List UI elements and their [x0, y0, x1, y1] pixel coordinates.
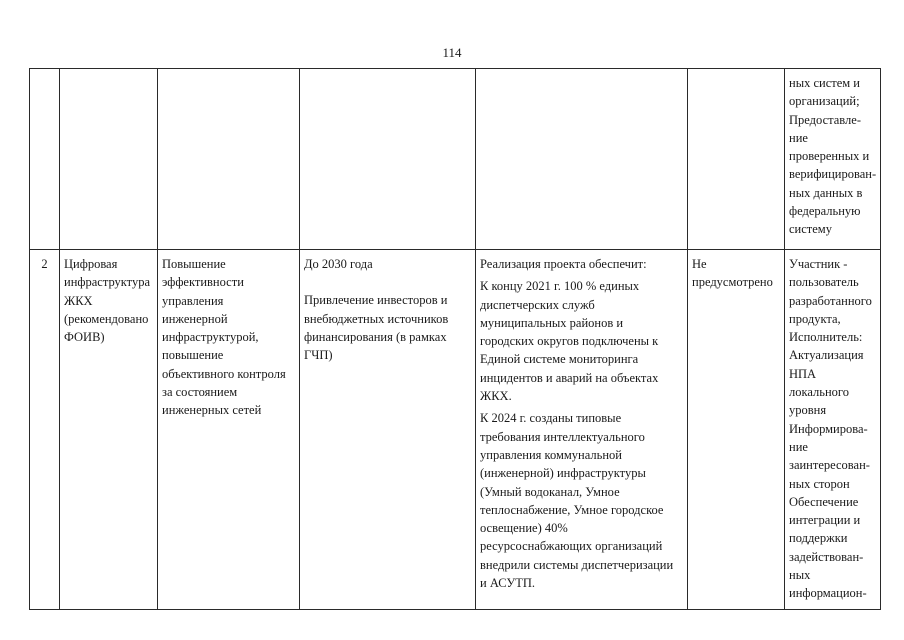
results-line: Единой системе мониторинга [480, 352, 639, 367]
participants-line: ных систем и [789, 76, 860, 90]
name-line: ФОИВ) [64, 330, 105, 345]
results-line: Реализация проекта обеспечит: [480, 257, 647, 271]
cell-name [60, 250, 158, 610]
goal-line: инженерных сетей [162, 403, 262, 418]
results-line: К концу 2021 г. 100 % единых [480, 279, 640, 294]
financing-line: финансирования (в рамках [304, 329, 447, 344]
results-line: ЖКХ. [480, 389, 512, 404]
participants-line: Актуализация [789, 348, 864, 363]
results-line: инцидентов и аварий на объектах [480, 370, 659, 385]
results-line: городских округов подключены к [480, 334, 659, 349]
participants-line: ных [789, 568, 811, 583]
results-line: внедрили системы диспетчеризации [480, 557, 674, 572]
cell-number [30, 250, 60, 610]
participants-line: уровня [789, 403, 827, 418]
participants-line: Предоставле- [789, 112, 861, 127]
results-line: (Умный водоканал, Умное [480, 484, 620, 499]
cell-budget [688, 250, 785, 610]
cell-deadline-financing [300, 250, 476, 610]
financing-line: внебюджетных источников [304, 311, 449, 326]
participants-line: Информирова- [789, 421, 868, 436]
cell-deadline-financing [300, 69, 476, 250]
name-line: Цифровая [64, 257, 118, 271]
name-line: (рекомендовано [64, 311, 149, 326]
results-line: управления коммунальной [480, 447, 622, 462]
participants-line: систему [789, 222, 832, 237]
results-line: ресурсоснабжающих организаций [480, 539, 663, 554]
participants-line: задействован- [789, 549, 864, 564]
goal-line: за состоянием [162, 385, 238, 400]
participants-line: поддержки [789, 531, 848, 546]
name-line: ЖКХ [64, 293, 93, 308]
budget-line: предусмотрено [692, 275, 773, 290]
cell-participants [785, 250, 881, 610]
participants-line: разработанного [789, 293, 872, 308]
participants-line: НПА [789, 366, 817, 381]
goal-line: повышение [162, 348, 224, 363]
goal-line: объективного контроля [162, 366, 286, 381]
participants-line: пользователь [789, 275, 859, 290]
page-number: 114 [442, 45, 462, 60]
cell-name [60, 69, 158, 250]
participants-line: организаций; [789, 94, 860, 109]
cell-participants [785, 69, 881, 250]
results-line: освещение) 40% [480, 521, 568, 536]
goal-line: инфраструктурой, [162, 330, 259, 345]
participants-line: ных сторон [789, 476, 850, 491]
participants-line: информацион- [789, 586, 867, 601]
cell-results [476, 250, 688, 610]
row-number: 2 [41, 257, 48, 271]
participants-line: интеграции и [789, 513, 861, 528]
table-row-continued [30, 69, 881, 250]
results-line: диспетчерских служб [480, 297, 595, 312]
goal-line: эффективности [162, 275, 244, 290]
name-line: инфраструктура [64, 275, 151, 290]
participants-line: продукта, [789, 311, 841, 326]
participants-line: Участник - [789, 257, 848, 271]
participants-line: федеральную [789, 204, 861, 219]
results-line: и АСУТП. [480, 576, 536, 591]
results-line: (инженерной) инфраструктуры [480, 466, 646, 481]
participants-line: проверенных и [789, 149, 870, 164]
participants-line: ние [789, 439, 808, 454]
participants-line: ние [789, 130, 808, 145]
results-line: требования интеллектуального [480, 429, 645, 444]
participants-line: Исполнитель: [789, 330, 863, 345]
goal-line: инженерной [162, 311, 228, 326]
results-line: К 2024 г. созданы типовые [480, 411, 622, 426]
document-table [29, 68, 881, 610]
financing-line: ГЧП) [304, 348, 333, 363]
participants-line: локального [789, 385, 849, 400]
participants-line: ных данных в [789, 185, 863, 200]
cell-budget [688, 69, 785, 250]
financing-line: Привлечение инвесторов и [304, 293, 448, 308]
results-line: муниципальных районов и [480, 315, 624, 330]
participants-line: заинтересован- [789, 458, 870, 473]
goal-line: Повышение [162, 257, 226, 271]
budget-line: Не [692, 257, 707, 271]
deadline: До 2030 года [304, 257, 373, 271]
table-row-2 [30, 250, 881, 610]
results-line: теплоснабжение, Умное городское [480, 502, 664, 517]
cell-goal [158, 250, 300, 610]
cell-number [30, 69, 60, 250]
goal-line: управления [162, 293, 224, 308]
cell-results [476, 69, 688, 250]
cell-goal [158, 69, 300, 250]
participants-line: Обеспечение [789, 494, 859, 509]
participants-line: верифицирован- [789, 167, 877, 182]
